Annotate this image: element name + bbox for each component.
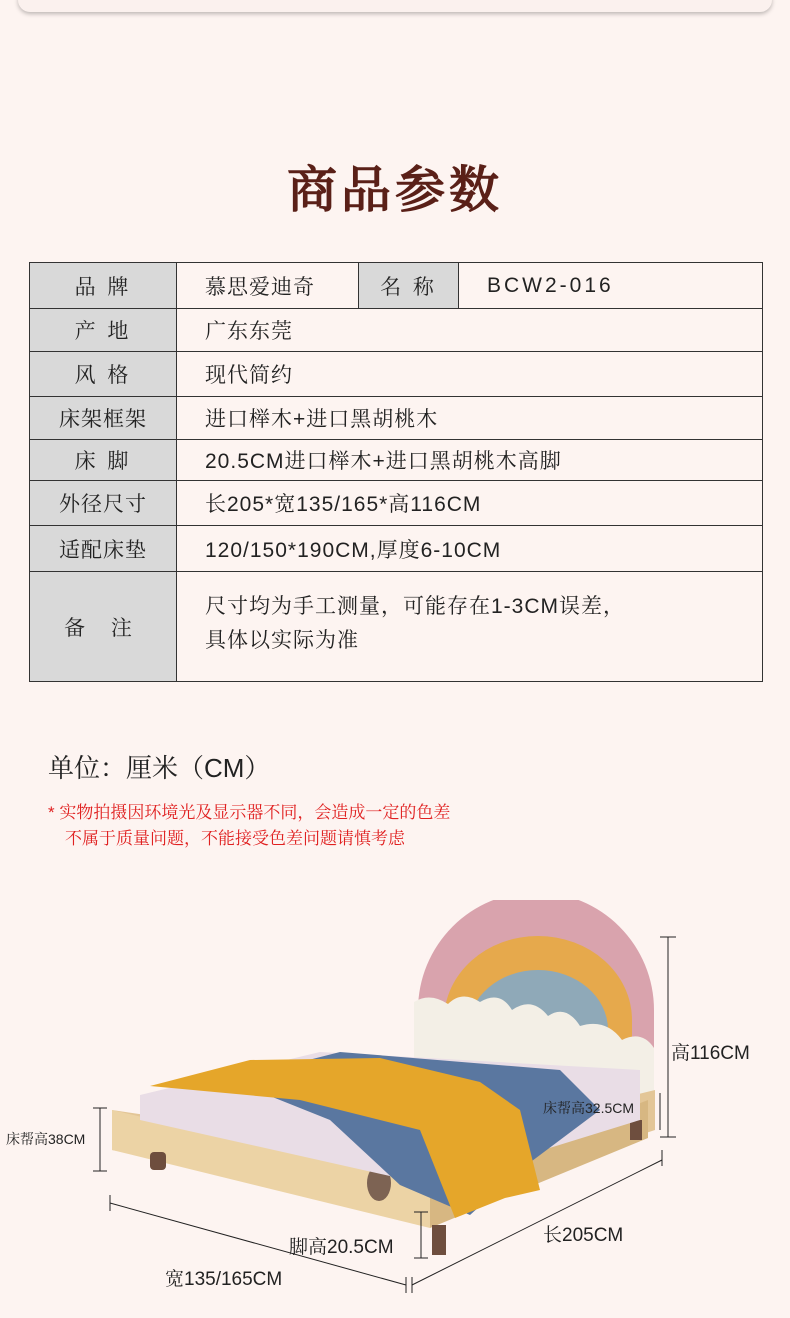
table-row xyxy=(30,309,763,352)
table-row xyxy=(30,526,763,572)
table-row xyxy=(30,263,763,309)
top-card-edge xyxy=(18,0,772,12)
name-label: 名 称 xyxy=(359,263,459,309)
disclaimer-line-1: * 实物拍摄因环境光及显示器不同，会造成一定的色差 xyxy=(48,803,451,822)
table-row xyxy=(30,572,763,682)
width-label: 宽135/165CM xyxy=(165,1269,283,1290)
unit-label: 单位：厘米（CM） xyxy=(48,753,271,783)
color-disclaimer xyxy=(48,800,450,852)
table-row xyxy=(30,352,763,397)
name-value: BCW2-016 xyxy=(459,263,763,309)
table-row xyxy=(30,397,763,440)
frame-label: 床架框架 xyxy=(30,397,177,440)
frame-value: 进口榉木+进口黑胡桃木 xyxy=(177,397,763,440)
brand-value: 慕思爱迪奇 xyxy=(177,263,359,309)
length-label: 长205CM xyxy=(543,1225,624,1246)
style-label: 风 格 xyxy=(30,352,177,397)
leg-height-label: 脚高20.5CM xyxy=(289,1237,394,1258)
table-row xyxy=(30,481,763,526)
rail-height-label: 床帮高32.5CM xyxy=(543,1100,635,1116)
origin-value: 广东东莞 xyxy=(177,309,763,352)
side-height-label: 床帮高38CM xyxy=(6,1131,86,1147)
note-line-1: 尺寸均为手工测量，可能存在1-3CM误差， xyxy=(205,595,626,618)
leg-value: 20.5CM进口榉木+进口黑胡桃木高脚 xyxy=(177,440,763,481)
leg-label: 床 脚 xyxy=(30,440,177,481)
note-line-2: 具体以实际为准 xyxy=(205,629,359,652)
size-value: 长205*宽135/165*高116CM xyxy=(177,481,763,526)
mattress-value: 120/150*190CM,厚度6-10CM xyxy=(177,526,763,572)
height-label: 高116CM xyxy=(671,1043,750,1064)
note-value xyxy=(177,572,763,682)
style-value: 现代简约 xyxy=(177,352,763,397)
page-title: 商品参数 xyxy=(287,162,503,218)
size-label: 外径尺寸 xyxy=(30,481,177,526)
disclaimer-line-2: 不属于质量问题，不能接受色差问题请慎考虑 xyxy=(65,829,405,848)
mattress-label: 适配床垫 xyxy=(30,526,177,572)
bed-dimension-illustration xyxy=(0,900,790,1318)
brand-label: 品 牌 xyxy=(30,263,177,309)
origin-label: 产 地 xyxy=(30,309,177,352)
table-row xyxy=(30,440,763,481)
params-table xyxy=(29,262,763,682)
note-label: 备 注 xyxy=(30,572,177,682)
